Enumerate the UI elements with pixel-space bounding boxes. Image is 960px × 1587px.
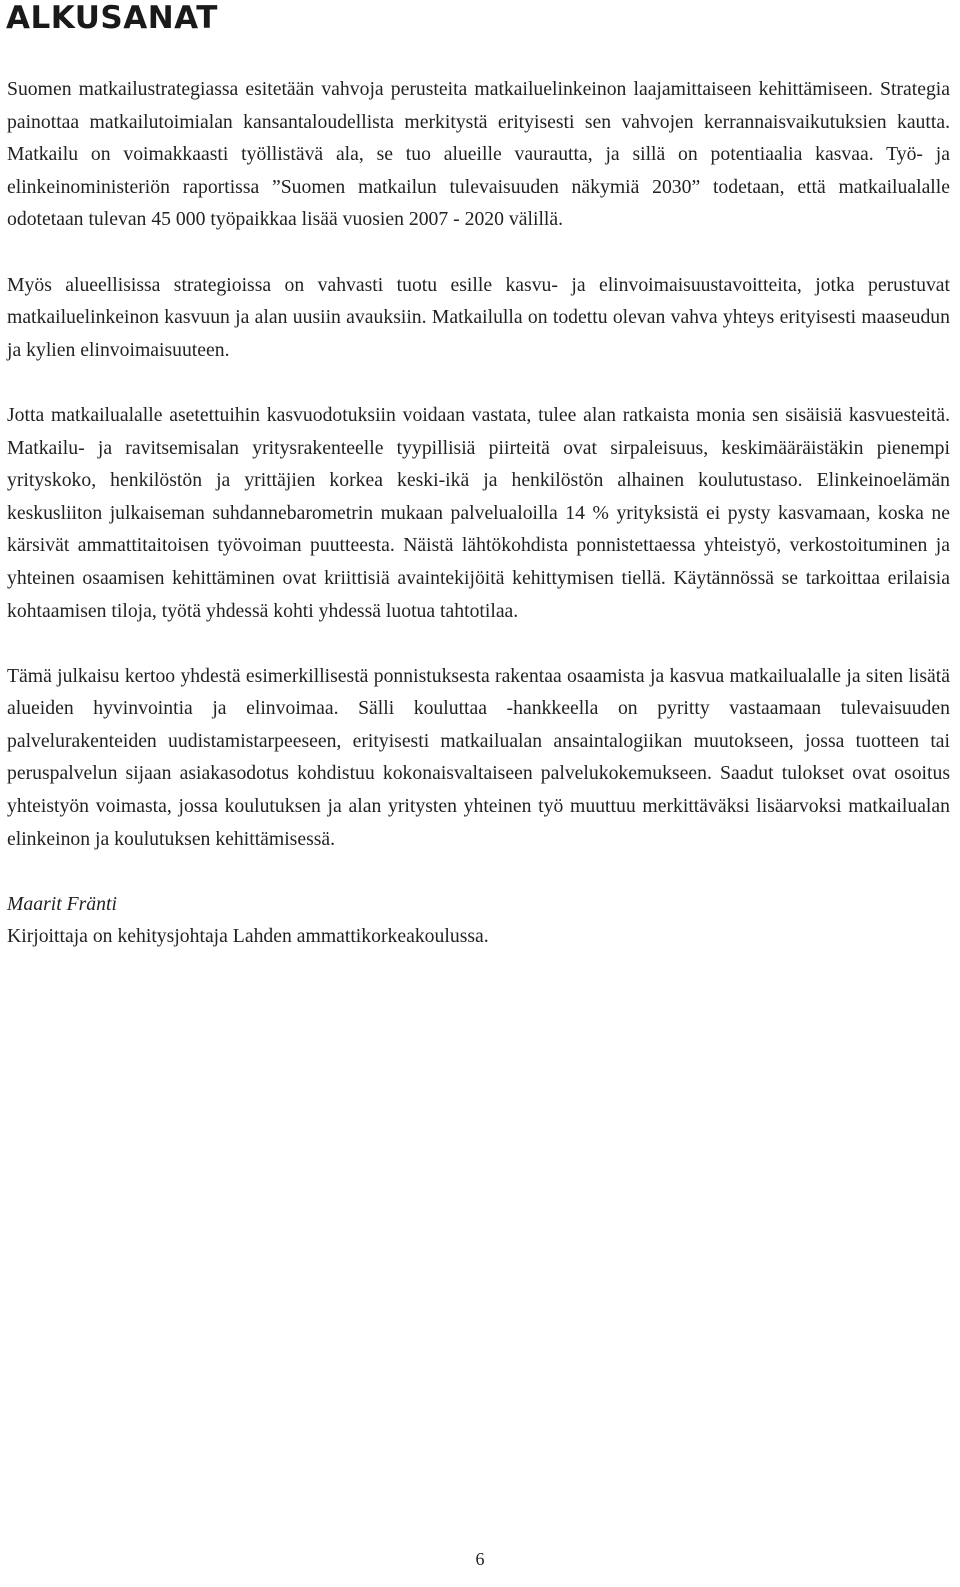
author-name: Maarit Fränti	[7, 892, 117, 915]
page-number: 6	[475, 1549, 485, 1569]
page-title: ALKUSANAT	[6, 0, 218, 36]
paragraph-3: Jotta matkailualalle asetettuihin kasvuodotuksiin voidaan vastata, tulee alan ratkaista monia sen sisäisiä kasvuesteitä. Matkailu- ja ravitsemisalan yritysrakenteelle tyypillisiä piirteitä ovat sirpaleisuus, keskimääräistäkin pienempi yrityskoko, henkilöstön ja yrittäjien korkea keski-ikä ja henkilöstön alhainen koulutustaso. Elinkeinoelämän keskusliiton julkaiseman suhdannebarometrin mukaan palvelualoilla 14 % yrityksistä ei pysty kasvamaan, koska ne kärsivät ammattitaitoisen työvoiman puutteesta. Näistä lähtökohdista ponnistettaessa yhteistyö, verkostoituminen ja yhteinen osaamisen kehittäminen ovat kriittisiä avaintekijöitä kehittymisen tiellä. Käytännössä se tarkoittaa erilaisia kohtaamisen tiloja, työtä yhdessä kohti yhdessä luotua tahtotilaa.	[7, 403, 950, 622]
paragraph-1: Suomen matkailustrategiassa esitetään vahvoja perusteita matkailuelinkeinon laajamittaiseen kehittämiseen. Strategia painottaa matkailutoimialan kansantaloudellista merkitystä erityisesti sen vahvojen kerrannaisvaikutuksien kautta. Matkailu on voimakkaasti työllistävä ala, se tuo alueille vaurautta, ja sillä on potentiaalia kasvaa. Työ- ja elinkeinoministeriön raportissa ”Suomen matkailun tulevaisuuden näkymiä 2030” todetaan, että matkailualalle odotetaan tulevan 45 000 työpaikkaa lisää vuosien 2007 - 2020 välillä.	[7, 78, 950, 231]
signature-block	[7, 888, 950, 953]
paragraph-2: Myös alueellisissa strategioissa on vahvasti tuotu esille kasvu- ja elinvoimaisuustavoitteita, jotka perustuvat matkailuelinkeinon kasvuun ja alan uusiin avauksiin. Matkailulla on todettu olevan vahva yhteys erityisesti maaseudun ja kylien elinvoimaisuuteen.	[7, 273, 950, 361]
body-text	[7, 73, 950, 953]
author-role: Kirjoittaja on kehitysjohtaja Lahden ammattikorkeakoulussa.	[7, 925, 489, 948]
paragraph-4: Tämä julkaisu kertoo yhdestä esimerkillisestä ponnistuksesta rakentaa osaamista ja kasvua matkailualalle ja siten lisätä alueiden hyvinvointia ja elinvoimaa. Sälli kouluttaa -hankkeella on pyritty vastaamaan tulevaisuuden palvelurakenteiden uudistamistarpeeseen, erityisesti matkailualan ansaintalogiikan muutokseen, jossa tuotteen tai peruspalvelun sijaan asiakasodotus kohdistuu kokonaisvaltaiseen palvelukokemukseen. Saadut tulokset ovat osoitus yhteistyön voimasta, jossa koulutuksen ja alan yritysten yhteinen työ muuttuu merkittäväksi lisäarvoksi matkailualan elinkeinon ja koulutuksen kehittämisessä.	[7, 664, 950, 850]
